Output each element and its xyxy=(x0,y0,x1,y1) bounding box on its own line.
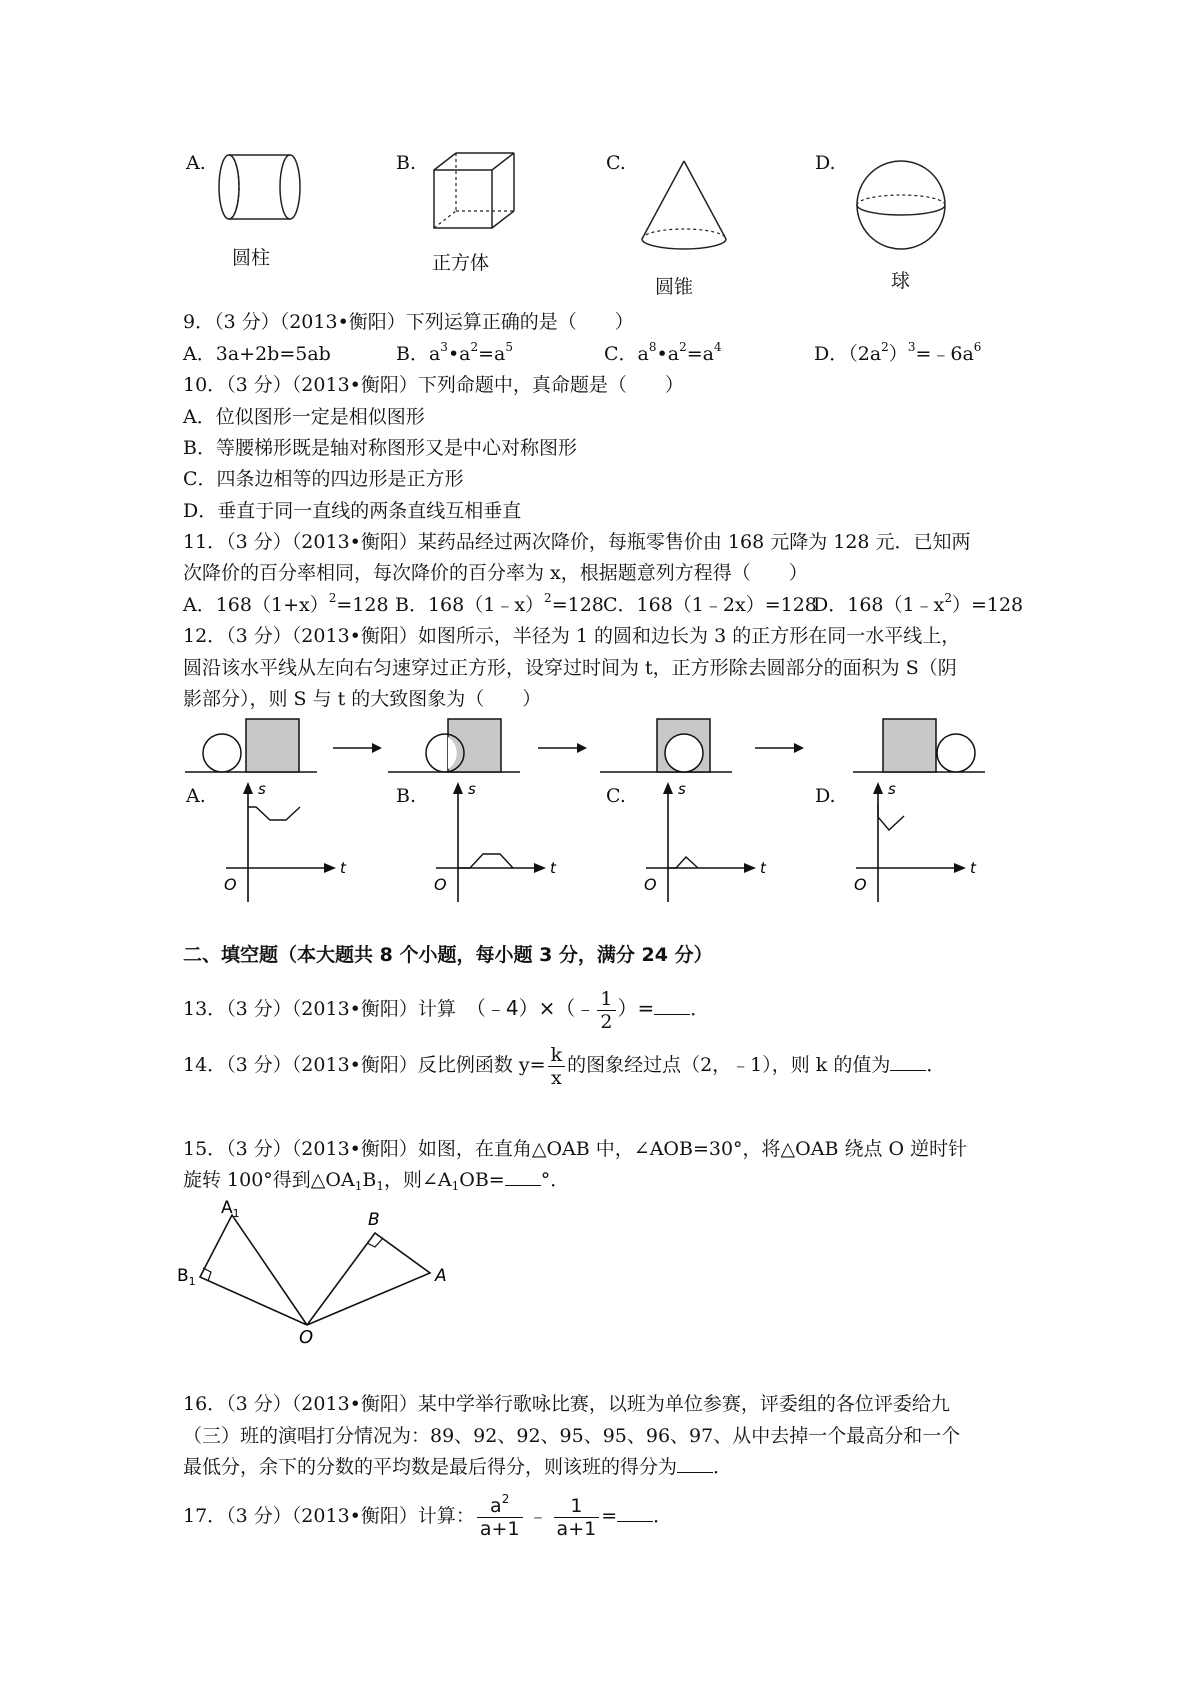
q16-line-3: 最低分，余下的分数的平均数是最后得分，则该班的得分为 ． xyxy=(183,1456,733,1478)
origin-label: O xyxy=(224,875,237,894)
q12-option-a-letter: A. xyxy=(186,785,206,807)
q11-option-a: A．$168(1+x)^2=128$ xyxy=(183,591,389,616)
q14-fraction: $\frac{k}{x}$ xyxy=(548,1044,566,1089)
q8-option-a-letter: A. xyxy=(186,152,206,174)
q15-triangle-figure xyxy=(175,1195,455,1345)
axis-t-label: t xyxy=(760,859,766,877)
q15-line-2: 旋转 100°得到$\triangle OA_1B_1$，则$\angle A_1OB=$ °． xyxy=(183,1169,570,1193)
q11-option-c: C．168（1﹣2x）=128 xyxy=(603,594,817,616)
q13-answer-blank[interactable] xyxy=(654,998,690,1015)
q9-options xyxy=(183,340,982,366)
q14-stem: 14．（3 分）（2013•衡阳）反比例函数 y= xyxy=(183,1054,546,1076)
q10-stem: 10．（3 分）（2013•衡阳）下列命题中，真命题是（ ） xyxy=(183,374,684,396)
q8-option-b-letter: B. xyxy=(396,152,417,174)
origin-label: O xyxy=(854,875,867,894)
cone-figure xyxy=(638,155,733,255)
q13: 13．（3 分）（2013•衡阳）计算 （﹣4）×（﹣ $\frac{1}{2}$ ）= ． xyxy=(183,987,710,1033)
q15-answer-blank[interactable] xyxy=(505,1169,541,1186)
q12-motion-figure xyxy=(180,715,1000,780)
label-b1: $B_1$ xyxy=(177,1266,196,1288)
label-b: B xyxy=(368,1210,380,1230)
label-a1: $A_1$ xyxy=(221,1198,240,1220)
q15-line-1: 15．（3 分）（2013•衡阳）如图，在直角△OAB 中，∠AOB=30°，将△OAB 绕点 O 逆时针 xyxy=(183,1138,968,1160)
axis-s-label: s xyxy=(468,780,476,798)
axis-s-label: s xyxy=(678,780,686,798)
q12-option-b-letter: B. xyxy=(396,785,417,807)
q14: 14．（3 分）（2013•衡阳）反比例函数 y= $\frac{k}{x}$ 的图象经过点（2，﹣1），则 k 的值为 ． xyxy=(183,1043,946,1089)
section-2-heading: 二、填空题（本大题共 8 个小题，每小题 3 分，满分 24 分） xyxy=(183,944,713,966)
q10-option-b: B．等腰梯形既是轴对称图形又是中心对称图形 xyxy=(183,437,577,459)
origin-label: O xyxy=(644,875,657,894)
origin-label: O xyxy=(434,875,447,894)
q10-option-c: C．四条边相等的四边形是正方形 xyxy=(183,468,464,490)
cylinder-figure xyxy=(215,150,305,230)
q9-option-d: D．$(2a^2)^3=﹣6a^6$ xyxy=(814,340,982,365)
q8-caption-sphere: 球 xyxy=(891,270,911,292)
q12-option-c-letter: C. xyxy=(606,785,626,807)
q9-option-c: C．$a^8•a^2=a^4$ xyxy=(604,340,722,365)
axis-t-label: t xyxy=(550,859,556,877)
q14-answer-blank[interactable] xyxy=(890,1054,926,1071)
q8-option-c-letter: C. xyxy=(606,152,626,174)
q10-option-a: A．位似图形一定是相似图形 xyxy=(183,406,425,428)
q13-expr-b: ）= xyxy=(617,996,655,1020)
q12-graph-d xyxy=(848,780,983,905)
q16-answer-blank[interactable] xyxy=(677,1456,713,1473)
q12-graph-a xyxy=(218,780,353,905)
q17-fraction-2: $\frac{1}{a+1}$ xyxy=(554,1495,600,1540)
q13-expr-a: （﹣4）×（﹣ xyxy=(465,996,596,1020)
q17: 17．（3 分）（2013•衡阳）计算： $\frac{a^2}{a+1}$ ﹣ $\frac{1}{a+1}$ = ． xyxy=(183,1491,673,1540)
q11-option-d: D．$168(1﹣x^2)=128$ xyxy=(813,591,1024,616)
q12-line-2: 圆沿该水平线从左向右匀速穿过正方形，设穿过时间为 t，正方形除去圆部分的面积为 S（阴 xyxy=(183,657,957,679)
q17-fraction-1: $\frac{a^2}{a+1}$ xyxy=(477,1495,523,1540)
q11-line-2: 次降价的百分率相同，每次降价的百分率为 x，根据题意列方程得（ ） xyxy=(183,562,808,584)
q9-option-a: A．3a+2b=5ab xyxy=(183,343,331,365)
label-a: A xyxy=(435,1266,447,1286)
q11-options xyxy=(183,591,1024,617)
sphere-figure xyxy=(850,160,955,255)
q12-line-3: 影部分），则 S 与 t 的大致图象为（ ） xyxy=(183,688,542,710)
q12-line-1: 12．（3 分）（2013•衡阳）如图所示，半径为 1 的圆和边长为 3 的正方形在同一水平线上， xyxy=(183,625,961,647)
q12-option-d-letter: D. xyxy=(815,785,836,807)
q13-stem: 13．（3 分）（2013•衡阳）计算 xyxy=(183,998,456,1020)
q12-graph-b xyxy=(428,780,563,905)
q14-post: 的图象经过点（2，﹣1），则 k 的值为 xyxy=(567,1054,891,1076)
q16-line-2: （三）班的演唱打分情况为：89、92、92、95、95、96、97、从中去掉一个最高分和一个 xyxy=(183,1425,961,1447)
axis-t-label: t xyxy=(340,859,346,877)
q16-line-1: 16．（3 分）（2013•衡阳）某中学举行歌咏比赛，以班为单位参赛，评委组的各位评委给九 xyxy=(183,1393,950,1415)
q11-line-1: 11．（3 分）（2013•衡阳）某药品经过两次降价，每瓶零售价由 168 元降为 128 元．已知两 xyxy=(183,531,971,553)
q17-answer-blank[interactable] xyxy=(617,1505,653,1522)
q10-option-d: D．垂直于同一直线的两条直线互相垂直 xyxy=(183,500,522,522)
q17-stem: 17．（3 分）（2013•衡阳）计算： xyxy=(183,1505,475,1527)
axis-s-label: s xyxy=(888,780,896,798)
axis-t-label: t xyxy=(970,859,976,877)
q8-caption-cone: 圆锥 xyxy=(655,276,694,298)
q12-graph-c xyxy=(638,780,773,905)
q13-fraction: $\frac{1}{2}$ xyxy=(597,988,615,1033)
q11-option-b: B．168（1﹣x）$^2$=128 xyxy=(395,591,604,616)
q8-option-d-letter: D. xyxy=(815,152,836,174)
q8-caption-cube: 正方体 xyxy=(432,252,490,274)
q9-stem: 9．（3 分）（2013•衡阳）下列运算正确的是（ ） xyxy=(183,311,634,333)
q9-option-b: B．$a^3•a^2=a^5$ xyxy=(396,340,514,365)
label-o: O xyxy=(299,1327,314,1345)
cube-figure xyxy=(430,150,530,235)
axis-s-label: s xyxy=(258,780,266,798)
q8-caption-cylinder: 圆柱 xyxy=(232,247,271,269)
